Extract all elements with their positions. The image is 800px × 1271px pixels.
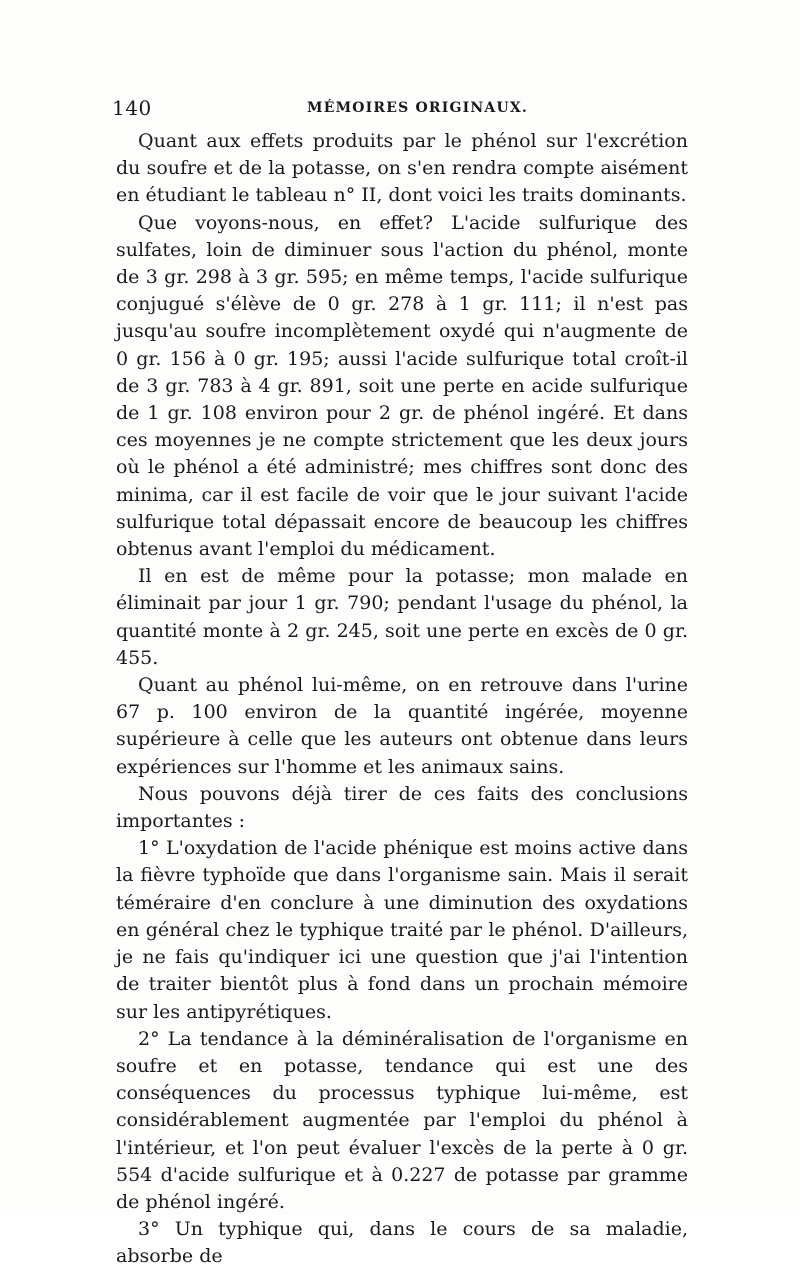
paragraph-conclusion-1: 1° L'oxydation de l'acide phénique est moins active dans la fièvre typhoïde que dans l'organisme sain. Mais il serait téméraire d'en conclure à une diminution des oxydations en général chez le typhique traité par le phénol. D'ailleurs, je ne fais qu'indiquer ici une question que j'ai l'intention de traiter bientôt plus à fond dans un prochain mémoire sur les antipyrétiques. — [116, 837, 688, 1023]
paragraph-conclusion-2: 2° La tendance à la déminéralisation de l'organisme en soufre et en potasse, tendance qui est une des conséquences du processus typhique lui-même, est considérablement augmentée par l'emploi du phénol à l'intérieur, et l'on peut évaluer l'excès de la perte à 0 gr. 554 d'acide sulfurique et à 0.227 de potasse par gramme de phénol ingéré. — [116, 1027, 688, 1213]
paragraph-sulfuric-acid: Que voyons-nous, en effet? L'acide sulfurique des sulfates, loin de diminuer sous l'action du phénol, monte de 3 gr. 298 à 3 gr. 595; en même temps, l'acide sulfurique conjugué s'élève de 0 gr. 278 à 1 gr. 111; il n'est pas jusqu'au soufre incomplètement oxydé qui n'augmente de 0 gr. 156 à 0 gr. 195; aussi l'acide sulfurique total croît-il de 3 gr. 783 à 4 gr. 891, soit une perte en acide sulfurique de 1 gr. 108 environ pour 2 gr. de phénol ingéré. Et dans ces moyennes je ne compte strictement que les deux jours où le phénol a été administré; mes chiffres sont donc des minima, car il est facile de voir que le jour suivant l'acide sulfurique total dépassait encore de beaucoup les chiffres obtenus avant l'emploi du médicament. — [116, 211, 688, 561]
paragraph-potassium: Il en est de même pour la potasse; mon malade en éliminait par jour 1 gr. 790; pendant l'usage du phénol, la quantité monte à 2 gr. 245, soit une perte en excès de 0 gr. 455. — [116, 565, 688, 669]
body-text — [116, 128, 688, 1271]
page-number: 140 — [112, 96, 152, 120]
paragraph-phenol-recovery: Quant au phénol lui-même, on en retrouve dans l'urine 67 p. 100 environ de la quantité ingérée, moyenne supérieure à celle que les auteurs ont obtenue dans leurs expériences sur l'homme et les animaux sains. — [116, 674, 688, 778]
paragraph-conclusion-3: 3° Un typhique qui, dans le cours de sa maladie, absorbe de — [116, 1218, 688, 1268]
paragraph-conclusions-intro: Nous pouvons déjà tirer de ces faits des conclusions importantes : — [116, 782, 688, 833]
running-head — [112, 96, 688, 126]
paragraph-phenol-effects-intro: Quant aux effets produits par le phénol sur l'excrétion du soufre et de la potasse, on s'en rendra compte aisément en étudiant le tableau n° II, dont voici les traits dominants. — [116, 130, 688, 207]
running-title: MÉMOIRES ORIGINAUX. — [307, 100, 528, 116]
